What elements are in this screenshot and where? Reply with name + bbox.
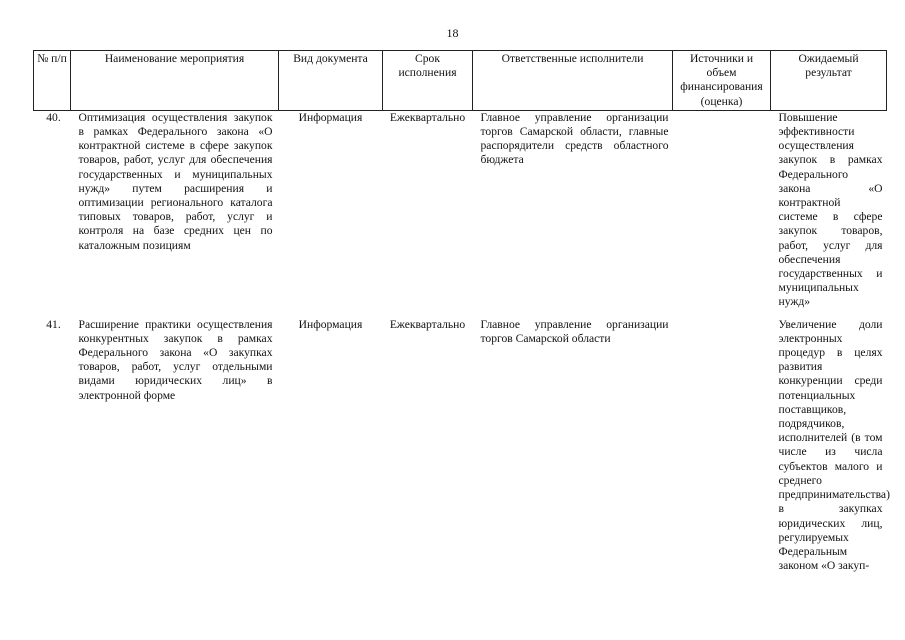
row-doc-type: Информация — [298, 110, 363, 124]
row-responsible: Главное управление организации торгов Самарской области, главные распорядители средств областного бюджета — [480, 110, 669, 167]
measures-table — [33, 50, 890, 573]
header-doc-type: Вид документа — [279, 51, 383, 111]
table-row — [34, 318, 887, 574]
row-deadline: Ежеквартально — [389, 110, 466, 124]
row-num: 40. — [46, 110, 61, 124]
header-result: Ожидаемый результат — [771, 51, 887, 111]
row-result: Увеличение доли электронных процедур в целях развития конкуренции среди потенциальных поставщиков, подрядчиков, исполнителей (в том числе из числа субъектов малого и среднего предпринимательства) в закупках юридических лиц, регулируемых Федеральным законом «О закуп- — [778, 317, 890, 573]
row-funding — [673, 318, 771, 574]
table-header-row — [34, 51, 887, 111]
row-name: Оптимизация осуществления закупок в рамках Федерального закона «О контрактной системе в сфере закупок товаров, работ, услуг для обеспечения государственных и муниципальных нужд» путем расширения и оптимизации регионального каталога типовых товаров, работ, услуг и контроля на базе средних цен по каталожным позициям — [78, 110, 273, 252]
header-name: Наименование мероприятия — [71, 51, 279, 111]
header-num: № п/п — [34, 51, 71, 111]
header-funding: Источники и объем финансирования (оценка) — [673, 51, 771, 111]
row-result: Повышение эффективности осуществления закупок в рамках Федерального закона «О контрактной системе в сфере закупок товаров, работ, услуг для обеспечения государственных и муниципальных нужд» — [778, 110, 883, 309]
row-responsible: Главное управление организации торгов Самарской области — [480, 317, 669, 345]
header-deadline: Срок исполнения — [383, 51, 473, 111]
row-funding — [673, 110, 771, 309]
row-name: Расширение практики осуществления конкурентных закупок в рамках Федерального закона «О закупках товаров, работ, услуг отдельными видами юридических лиц» в электронной форме — [78, 317, 273, 402]
table-row — [34, 110, 887, 309]
header-responsible: Ответственные исполнители — [473, 51, 673, 111]
row-num: 41. — [46, 317, 61, 331]
row-doc-type: Информация — [298, 317, 363, 331]
page-number: 18 — [446, 26, 459, 40]
row-deadline: Ежеквартально — [389, 317, 466, 331]
